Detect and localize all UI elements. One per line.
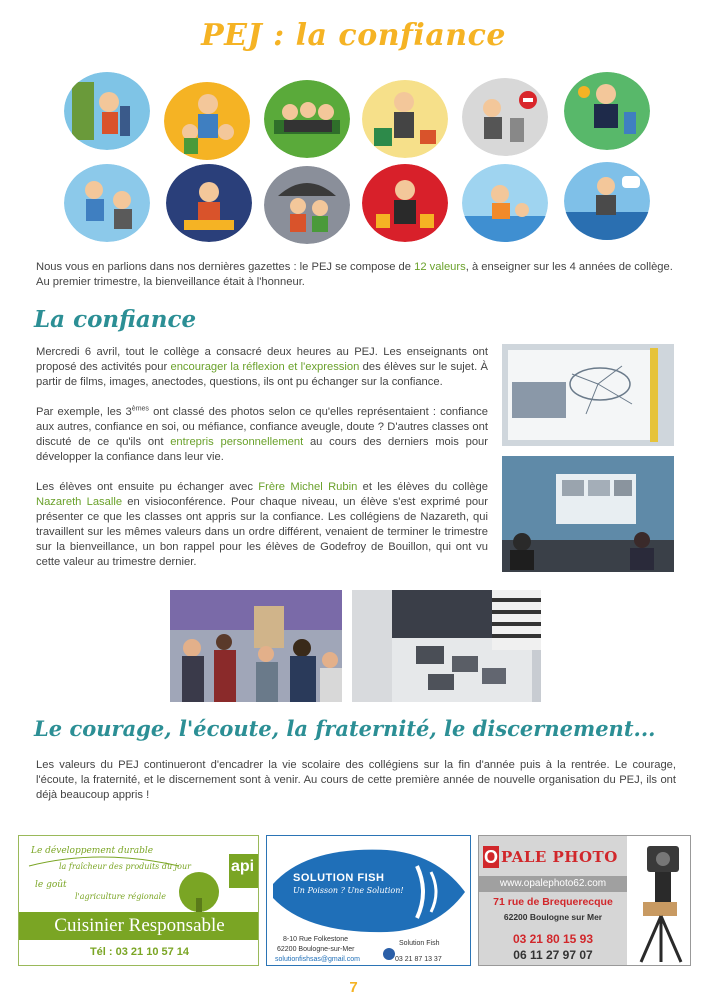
cartoon-value-5	[462, 78, 548, 156]
page-number: 7	[349, 979, 358, 996]
paragraph-2: Par exemple, les 3èmes ont classé des photos selon ce qu'elles représentaient : confiance aux autres, confiance en soi, ou méfiance, confiance aveugle, doute ? D'autres classes ont discuté de ce qu'ils ont entrepris personnellement au cours des derniers mois pour développer la confiance dans leur vie.	[36, 405, 488, 463]
cartoon-value-11	[462, 164, 548, 242]
page-title: PEJ : la confiance	[201, 18, 506, 53]
photo-classroom	[170, 590, 342, 702]
cartoon-value-12	[564, 162, 650, 240]
cartoon-value-9	[264, 166, 350, 244]
photo-visioconference	[502, 456, 674, 572]
cartoon-value-10	[362, 164, 448, 242]
outro-paragraph: Les valeurs du PEJ continueront d'encadrer la vie scolaire des collégiens sur la fin d'année puis à la rentrée. Le courage, l'écoute, la fraternité, et le discernement sont à venir. Au cours de cette première année de nouvelle organisation du PEJ, ils ont déjà beaucoup appris !	[36, 759, 676, 801]
opale-phone-2: 06 11 27 97 07	[513, 948, 593, 962]
fish-name: SOLUTION FISH	[293, 872, 385, 884]
api-slogan-2: la fraîcheur des produits du jour	[59, 862, 191, 871]
paragraph-1: Mercredi 6 avril, tout le collège a consacré deux heures au PEJ. Les enseignants ont proposé des activités pour encourager la réflexion et l'expression des élèves sur le sujet. À partir de films, images, anectodes, questions, ils ont pu échanger sur la confiance.	[36, 346, 488, 388]
section-heading-confiance: La confiance	[34, 306, 197, 333]
photo-whiteboard	[502, 344, 674, 446]
section-heading-courage: Le courage, l'écoute, la fraternité, le discernement...	[34, 716, 656, 741]
cartoon-value-4	[362, 80, 448, 158]
api-logo: api	[231, 858, 255, 875]
cartoon-value-8	[166, 164, 252, 242]
fish-facebook[interactable]: Solution Fish	[399, 940, 440, 947]
opale-website[interactable]: www.opalephoto62.com	[479, 876, 627, 892]
highlight-12-valeurs: 12 valeurs	[414, 261, 466, 273]
ad-solution-fish	[266, 835, 471, 966]
cartoon-value-6	[564, 72, 650, 150]
cartoon-value-3	[264, 80, 350, 158]
fish-email[interactable]: solutionfishsas@gmail.com	[275, 956, 360, 963]
fish-tagline: Un Poisson ? Une Solution!	[293, 886, 404, 895]
fish-address-2: 62200 Boulogne-sur-Mer	[277, 946, 355, 953]
ad-opale-photo	[478, 835, 691, 966]
opale-initial: O	[483, 847, 498, 867]
cartoon-value-7	[64, 164, 150, 242]
api-banner: Cuisinier Responsable	[19, 912, 259, 940]
paragraph-3: Les élèves ont ensuite pu échanger avec Frère Michel Rubin et les élèves du collège Nazareth Lasalle en visioconférence. Pour chaque niveau, un élève s'est exprimé pour présenter ce que les classes ont appris sur la confiance. Les collégiens de Nazareth, qui travaillent sur les mêmes valeurs dans un ordre différent, venaient de terminer le trimestre sur la bienveillance, un bon rappel pour les élèves de Godefroy de Bouillon, qui ont vu cette valeur au trimestre dernier.	[36, 481, 488, 568]
opale-city: 62200 Boulogne sur Mer	[503, 912, 603, 922]
opale-street: 71 rue de Brequerecque	[493, 896, 613, 908]
fish-address-1: 8-10 Rue Folkestone	[283, 936, 348, 943]
api-phone: Tél : 03 21 10 57 14	[89, 946, 190, 958]
photobooth-icon	[627, 836, 691, 966]
opale-phone-1: 03 21 80 15 93	[512, 932, 594, 946]
confiance-body	[36, 345, 488, 585]
api-slogan-1: Le développement durable	[31, 846, 154, 856]
api-slogan-3: le goût	[35, 880, 67, 890]
cartoon-value-2	[164, 82, 250, 160]
cartoon-value-1	[64, 72, 150, 150]
api-slogan-4: l'agriculture régionale	[75, 892, 166, 901]
opale-name: PALE PHOTO	[501, 848, 618, 866]
fish-phone: 03 21 87 13 37	[395, 956, 442, 963]
photo-photo-sorting	[352, 590, 541, 702]
values-illustrations	[60, 68, 660, 248]
ad-cuisinier-responsable	[18, 835, 259, 966]
intro-paragraph: Nous vous en parlions dans nos dernières gazettes : le PEJ se compose de 12 valeurs, à enseigner sur les 4 années de collège. Au premier trimestre, la bienveillance était à l'honneur.	[36, 261, 673, 288]
